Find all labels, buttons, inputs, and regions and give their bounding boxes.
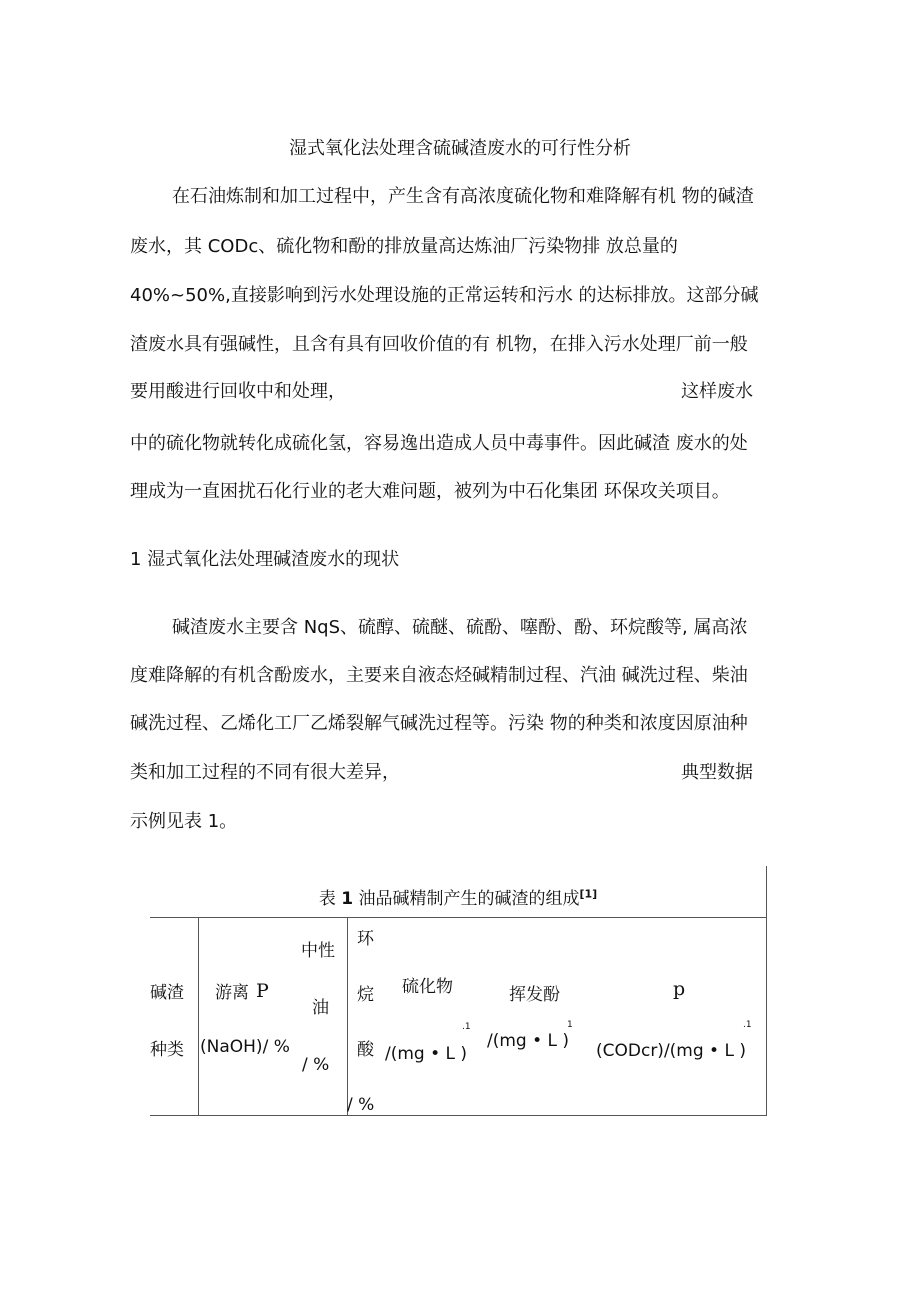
col-naoh-line1: 游离 xyxy=(215,983,249,1003)
col-type-line1: 碱渣 xyxy=(150,983,184,1003)
col-oil-unit: / % xyxy=(302,1055,330,1075)
col-acid-line3: 酸 xyxy=(357,1040,374,1060)
col-cod-unit: (CODcr)/(mg • L ) xyxy=(596,1041,746,1061)
col-phenol-line1: 挥发酚 xyxy=(509,985,560,1005)
col-sulfide-superscript: .1 xyxy=(462,1022,471,1032)
table-top-rule xyxy=(150,917,767,918)
table-caption-text: 油品碱精制产生的碱渣的组成 xyxy=(358,889,580,909)
document-title: 湿式氧化法处理含硫碱渣废水的可行性分析 xyxy=(289,138,631,159)
table-divider-1 xyxy=(198,917,199,1115)
intro-line-6: 中的硫化物就转化成硫化氢，容易逸出造成人员中毒事件。因此碱渣 废水的处 xyxy=(130,433,748,454)
col-acid-unit: / % xyxy=(347,1095,375,1115)
table-caption-number: 1 xyxy=(341,889,354,909)
col-oil-line1: 中性 xyxy=(301,941,335,961)
section1-line-3: 碱洗过程、乙烯化工厂乙烯裂解气碱洗过程等。污染 物的种类和浓度因原油种 xyxy=(130,713,748,734)
section1-line-1: 碱渣废水主要含 NqS、硫醇、硫醚、硫酚、噻酚、酚、环烷酸等, 属高浓 xyxy=(172,617,748,638)
col-cod-superscript: .1 xyxy=(743,1020,752,1030)
intro-line-1: 在石油炼制和加工过程中，产生含有高浓度硫化物和难降解有机 物的碱渣 xyxy=(172,186,754,207)
intro-line-2: 废水，其 CODc、硫化物和酚的排放量高达炼油厂污染物排 放总量的 xyxy=(130,236,678,257)
col-naoh-rho: P xyxy=(256,980,269,1002)
col-oil-line2: 油 xyxy=(312,998,329,1018)
section1-heading: 1 湿式氧化法处理碱渣废水的现状 xyxy=(130,549,400,570)
table-divider-2 xyxy=(347,917,348,1115)
section1-line-2: 度难降解的有机含酚废水，主要来自液态烃碱精制过程、汽油 碱洗过程、柴油 xyxy=(130,665,748,686)
intro-line-7: 理成为一直困扰石化行业的老大难问题，被列为中石化集团 环保攻关项目。 xyxy=(130,481,730,502)
intro-line-3: 40%~50%,直接影响到污水处理设施的正常运转和污水 的达标排放。这部分碱 xyxy=(130,285,759,306)
col-phenol-superscript: 1 xyxy=(567,1020,573,1030)
col-sulfide-unit: /(mg • L ) xyxy=(385,1044,468,1064)
col-phenol-unit: /(mg • L ) xyxy=(487,1031,570,1051)
col-cod-rho: p xyxy=(673,978,686,1000)
col-sulfide-line1: 硫化物 xyxy=(402,977,453,997)
table-caption-prefix: 表 xyxy=(318,889,336,909)
col-acid-line2: 烷 xyxy=(357,985,374,1005)
section1-line-4b: 典型数据 xyxy=(681,762,753,783)
table-right-border xyxy=(766,866,767,1116)
col-naoh-unit: (NaOH)/ % xyxy=(200,1037,290,1057)
table-caption xyxy=(150,884,766,909)
intro-line-5b: 这样废水 xyxy=(681,381,753,402)
intro-line-4: 渣废水具有强碱性，且含有具有回收价值的有 机物，在排入污水处理厂前一般 xyxy=(130,334,748,355)
col-acid-line1: 环 xyxy=(357,929,374,949)
section1-line-4a: 类和加工过程的不同有很大差异， xyxy=(130,762,400,783)
table-caption-reference: [1] xyxy=(579,887,598,901)
col-type-line2: 种类 xyxy=(150,1040,184,1060)
section1-line-5: 示例见表 1。 xyxy=(130,811,238,832)
intro-line-5a: 要用酸进行回收中和处理， xyxy=(130,381,346,402)
table-bottom-rule xyxy=(150,1115,767,1116)
